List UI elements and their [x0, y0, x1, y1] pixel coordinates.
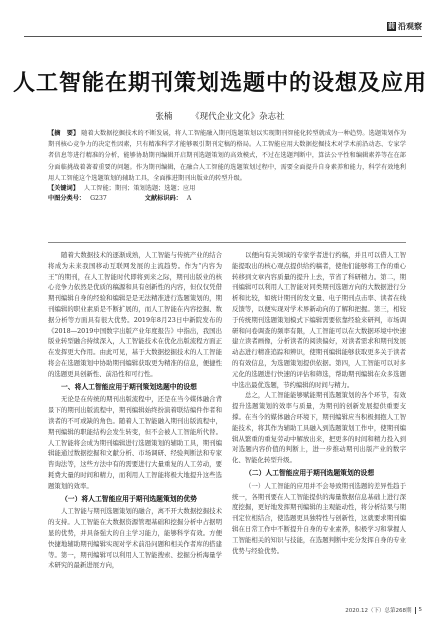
doc-code-label: 文献标识码： — [144, 195, 182, 203]
header-rule — [24, 24, 422, 37]
clc-label: 中图分类号： — [48, 195, 86, 203]
section-tag — [384, 21, 422, 32]
author-name: 张楠 — [155, 112, 173, 122]
footer-separator — [415, 607, 416, 614]
right-column — [232, 250, 406, 594]
body-paragraph: 人工智能与期刊选题策划的融合，离不开大数据挖掘技术的支持。人工智能在大数据资源管理基础和挖掘分析中占据明显的优势，并具备强大的自主学习能力，能够科学有效。方便快捷地辅助期刊编辑实现对学术前沿问题和相关作者库的搭建等。第一，期刊编辑可以利用人工智能搜索、挖掘分析海量学术研究的最新进展方向， — [48, 507, 222, 570]
doc-code-value: A — [186, 195, 192, 203]
keywords-line — [48, 184, 406, 194]
clc-value: G237 — [90, 195, 107, 203]
abstract-text: 随着大数据挖掘技术的不断发展，将人工智能融入期刊选题策划以实现期刊智能化转型就成为一种趋势。选题策划作为期刊核心竞争力的决定性因素，只有精准科学才能够吸引期刊定稿的格局。人工智能应用大数据挖掘技术对学术前沿动态、专家学者信息等进行精准的分析，能够协助期刊编辑开启期刊选题策划的高效模式，不过在选题判断中，算法公平性和编辑素养等在在部分面临挑战着著着重要的问题。作为期刊编辑，在融合人工智能的选题策划过程中，需要全面提升自身素养和能力，科学有效地利用人工智能这个选题策划的辅助工具，全面推进期刊出版业的转型升级。 — [48, 130, 407, 182]
classification-line — [48, 194, 406, 204]
byline — [0, 110, 440, 122]
abstract — [48, 128, 406, 184]
section-heading: 一、将人工智能应用于期刊策划选题中的设想 — [61, 382, 197, 391]
left-column — [48, 250, 222, 594]
abstract-label: 【摘 要】 — [48, 130, 80, 137]
section-heading: （一）将人工智能应用于期刊选题策划的优势 — [61, 494, 197, 503]
issue-info: 2020.12（下）总第268期 — [345, 608, 412, 614]
page-number: 5 — [418, 607, 422, 613]
body-paragraph: 以便向有关领域的专家学者进行约稿，并且可以借人工智能提取出的核心观点提供给约稿者，使他们能够将工作的重心转移到文章内容质量的提升上去，节省了科研精力。第二，期刊编辑可以利用人工智能对同类期刊选题方向的大数据进行分析和比较，如统计期刊的发文量、电子期刊点击率、读者在线反馈等，以便实现对学术界新动向的了解和把握。第三，相较于传统期刊选题策划模式下编辑需要依靠经验来研判，市场调研和问卷调查的频率有限，人工智能可以在大数据环境中快速建立读者画像，分析读者的阅读偏好，对读者需求和期刊发展动态进行精准追踪和辨识，使期刊编辑能够获取更多关于读者的有效信息，为选题策划提供依据。第四，人工智能可以对多元化的选题进行快速的评估和筛选，帮助期刊编辑在众多选题中选出最优选题，节约编辑的时间与精力。 — [232, 251, 406, 389]
article-title: 人工智能在期刊策划选题中的设想及应用 — [12, 71, 427, 96]
body-paragraph: 随着大数据技术的逐渐成熟，人工智能与传统产业的结合将成为未来我国移动互联网发展的主流趋势。作为“内容为王”的期刊，在人工智能时代即将到来之际，期刊出版业的核心竞争力依然是优质的稿源和具有创新性的内容，但仅仅凭借期刊编辑自身的经验和编辑是是无法精准进行选题策划的，期刊编辑的职业素质是不断扩展的，而人工智能在内容挖掘、数据分析等方面具有很大优势。2019年8月23日中新院发布的《2018—2019中国数字出版产业年度报告》中指出，我国出版业转型融合持续深入，人工智能技术在优化出版流程方面正在发挥更大作用。由此可见，基于大数据挖掘技术的人工智能将会在选题策划中协助期刊编辑获取更为精准的信息，便捷性的选题更具创新性、前沿性和可行性。 — [48, 251, 222, 378]
abstract-divider — [48, 242, 406, 243]
page-footer — [345, 606, 422, 614]
body-paragraph: （一）人工智能的应用并不会导致期刊选题的差异性趋于统一，各期刊要在人工智能提供的海量数据信息基础上进行深度挖掘，更好地发挥期刊编辑的主观能动性，将分析结果与期刊定位相结合，使选题更具独特性与创新性，这就要求期刊编辑在日常工作中不断提升自身的专业素养，积极学习和掌握人工智能相关的知识与技能，在选题判断中充分发挥自身的专业优势与经验优势。 — [232, 481, 406, 555]
author-affiliation: 《现代企业文化》杂志社 — [191, 112, 285, 122]
abstract-block — [48, 128, 406, 204]
body-paragraph: 总之，人工智能能够赋能期刊选题策划的各个环节，有效提升选题策划的效率与质量，为期刊的创新发展提供重要支撑。在当今的媒体融合环境下，期刊编辑应当积极拥抱人工智能技术，将其作为辅助工具融入到选题策划工作中，使期刊编辑从繁重的重复劳动中解放出来，把更多的时间和精力投入到对选题内容价值的判断上，进一步推动期刊出版产业的数字化、智能化转型升级。 — [232, 391, 406, 465]
keywords-text: 人工智能；期刊；策划选题；选题；应用 — [83, 185, 196, 193]
section-mark: 前 — [388, 22, 395, 30]
keywords-label: 【关键词】 — [48, 185, 79, 193]
body-paragraph: 无论是在传统的期刊出版流程中，还是在当今媒体融合背景下的期刊出版流程中，期刊编辑始终扮演着联结编件作者和读者的不可或缺的角色。随着人工智能融入期刊出版流程中，期刊编辑的职能结构会发生转变，但不会被人工智能所代替。人工智能将会成为期刊编辑进行选题策划的辅助工具，期刊编辑能通过数据挖掘和文献分析、市场调研、经验判断法和专家咨询法等，这些方法中有的需要进行大量重复的人工劳动，要耗费大量的时间和精力，而利用人工智能将极大地提升这些选题策划的效率。 — [48, 395, 222, 490]
body-columns — [48, 250, 406, 594]
section-label: 沿观察 — [398, 22, 422, 31]
section-heading: （二）人工智能应用于期刊选题策划的设想 — [245, 468, 375, 477]
